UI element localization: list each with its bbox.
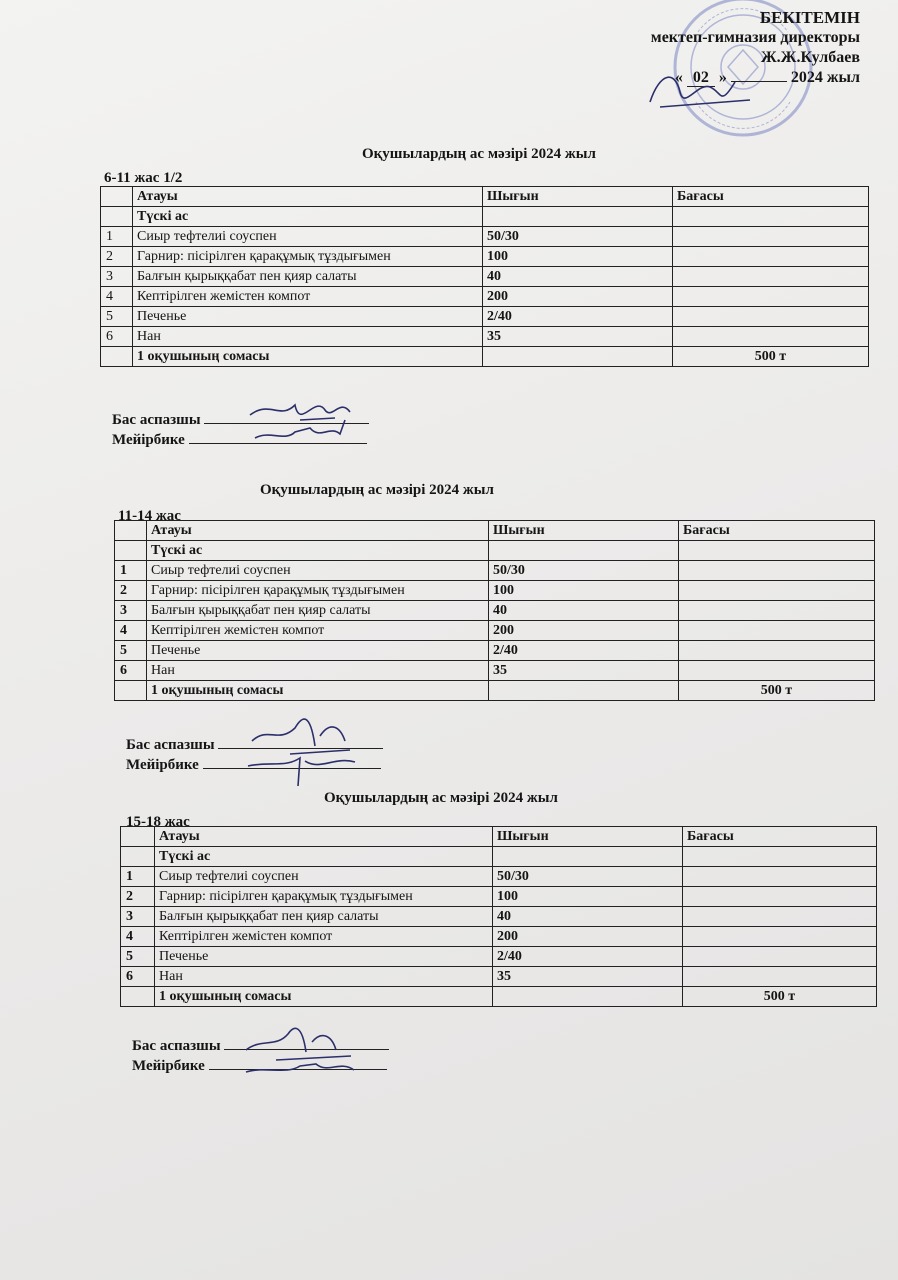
section-row — [121, 847, 877, 867]
nurse-label: Мейірбике — [112, 432, 185, 448]
table-row: 4 Кептірілген жемістен компот 200 — [101, 287, 869, 307]
approval-year: 2024 жыл — [790, 69, 860, 86]
table-row: 5 Печенье 2/40 — [101, 307, 869, 327]
header-price: Бағасы — [683, 827, 877, 847]
header-portion: Шығын — [493, 827, 683, 847]
total-row — [121, 987, 877, 1007]
header-price: Бағасы — [673, 187, 869, 207]
age-group-2: 11-14 жас — [118, 508, 181, 524]
approval-day: 02 — [687, 69, 715, 87]
table-header — [121, 827, 877, 847]
total-price: 500 т — [673, 347, 869, 367]
table-row: 3 Балғын қырыққабат пен қияр салаты 40 — [121, 907, 877, 927]
menu-title-1: Оқушылардың ас мәзірі 2024 жыл — [362, 146, 596, 162]
header-price: Бағасы — [679, 521, 875, 541]
section-label: Түскі ас — [147, 541, 489, 561]
header-name: Атауы — [133, 187, 483, 207]
section-row — [115, 541, 875, 561]
section-row — [101, 207, 869, 227]
menu-title-2: Оқушылардың ас мәзірі 2024 жыл — [260, 482, 494, 498]
table-row: 4 Кептірілген жемістен компот 200 — [115, 621, 875, 641]
table-row: 2 Гарнир: пісірілген қарақұмық тұздығымен 100 — [121, 887, 877, 907]
total-price: 500 т — [683, 987, 877, 1007]
chef-label: Бас аспазшы — [132, 1038, 221, 1054]
header-portion: Шығын — [489, 521, 679, 541]
nurse-label: Мейірбике — [132, 1058, 205, 1074]
table-row: 5 Печенье 2/40 — [121, 947, 877, 967]
table-row: 3 Балғын қырыққабат пен қияр салаты 40 — [101, 267, 869, 287]
menu-table-3 — [120, 826, 877, 1007]
total-label: 1 оқушының сомасы — [133, 347, 483, 367]
menu-table-2 — [114, 520, 875, 701]
approval-position: мектеп-гимназия директоры — [650, 29, 860, 46]
table-row: 1 Сиыр тефтелиі соуспен 50/30 — [115, 561, 875, 581]
total-row — [101, 347, 869, 367]
chef-signature-icon — [240, 706, 370, 796]
table-header — [115, 521, 875, 541]
table-row: 4 Кептірілген жемістен компот 200 — [121, 927, 877, 947]
header-name: Атауы — [147, 521, 489, 541]
approval-director-name: Ж.Ж.Кулбаев — [760, 49, 860, 66]
total-label: 1 оқушының сомасы — [155, 987, 493, 1007]
age-group-3: 15-18 жас — [126, 814, 190, 830]
approval-title: БЕКІТЕМІН — [759, 8, 860, 27]
table-row: 2 Гарнир: пісірілген қарақұмық тұздығымен 100 — [115, 581, 875, 601]
approval-date: « 02 » 2024 жыл — [674, 69, 860, 86]
table-header — [101, 187, 869, 207]
age-group-1: 6-11 жас 1/2 — [104, 170, 183, 186]
table-row: 2 Гарнир: пісірілген қарақұмық тұздығымен 100 — [101, 247, 869, 267]
total-price: 500 т — [679, 681, 875, 701]
table-row: 6 Нан 35 — [101, 327, 869, 347]
menu-table-1 — [100, 186, 869, 367]
section-label: Түскі ас — [155, 847, 493, 867]
director-signature-icon — [640, 62, 760, 122]
chef-signature-icon — [240, 390, 370, 450]
chef-label: Бас аспазшы — [112, 412, 201, 428]
header-portion: Шығын — [483, 187, 673, 207]
chef-signature-icon — [236, 1020, 366, 1080]
table-row: 1 Сиыр тефтелиі соуспен 50/30 — [121, 867, 877, 887]
total-label: 1 оқушының сомасы — [147, 681, 489, 701]
table-row: 6 Нан 35 — [121, 967, 877, 987]
total-row — [115, 681, 875, 701]
chef-label: Бас аспазшы — [126, 737, 215, 753]
nurse-label: Мейірбике — [126, 757, 199, 773]
table-row: 5 Печенье 2/40 — [115, 641, 875, 661]
table-row: 1 Сиыр тефтелиі соуспен 50/30 — [101, 227, 869, 247]
section-label: Түскі ас — [133, 207, 483, 227]
menu-title-3: Оқушылардың ас мәзірі 2024 жыл — [324, 790, 558, 806]
header-name: Атауы — [155, 827, 493, 847]
table-row: 6 Нан 35 — [115, 661, 875, 681]
table-row: 3 Балғын қырыққабат пен қияр салаты 40 — [115, 601, 875, 621]
